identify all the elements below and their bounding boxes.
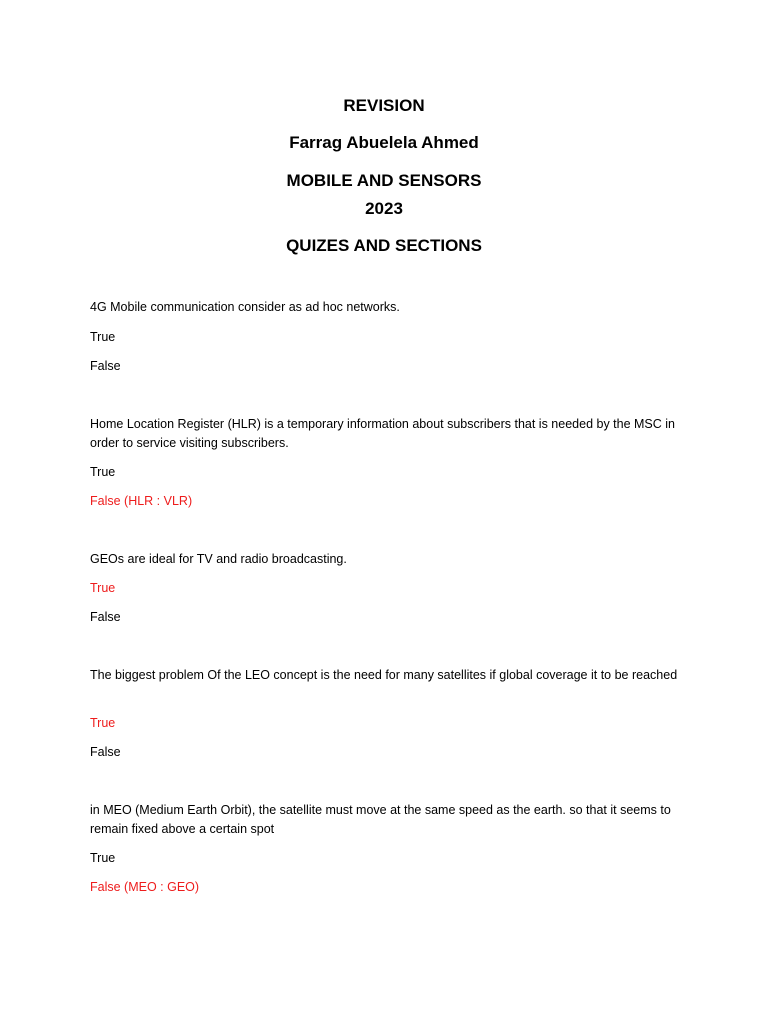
document-subtitle: QUIZES AND SECTIONS xyxy=(286,236,482,255)
course-year: 2023 xyxy=(365,199,403,218)
document-title: REVISION xyxy=(343,96,425,115)
question-3-option-false: False xyxy=(90,610,121,624)
question-1-option-false: False xyxy=(90,359,121,373)
question-3-option-true: True xyxy=(90,581,116,595)
question-5-option-false: False (MEO : GEO) xyxy=(90,880,200,894)
question-1-option-true: True xyxy=(90,330,116,344)
question-1-text: 4G Mobile communication consider as ad hoc networks. xyxy=(90,300,400,314)
question-5-option-true: True xyxy=(90,851,116,865)
question-2-option-true: True xyxy=(90,465,116,479)
question-4-option-true: True xyxy=(90,716,116,730)
course-name: MOBILE AND SENSORS xyxy=(286,171,482,190)
author-name: Farrag Abuelela Ahmed xyxy=(289,133,479,152)
question-4-text: The biggest problem Of the LEO concept is the need for many satellites if global coverage it to be reached xyxy=(90,668,678,682)
question-5-text: in MEO (Medium Earth Orbit), the satellite must move at the same speed as the earth. so that it seems to remain fixed above a certain spot xyxy=(90,803,671,836)
question-4-option-false: False xyxy=(90,745,121,759)
question-2-option-false: False (HLR : VLR) xyxy=(90,494,193,508)
question-2-text: Home Location Register (HLR) is a temporary information about subscribers that is needed by the MSC in order to service visiting subscribers. xyxy=(90,417,675,450)
question-3-text: GEOs are ideal for TV and radio broadcasting. xyxy=(90,552,347,566)
